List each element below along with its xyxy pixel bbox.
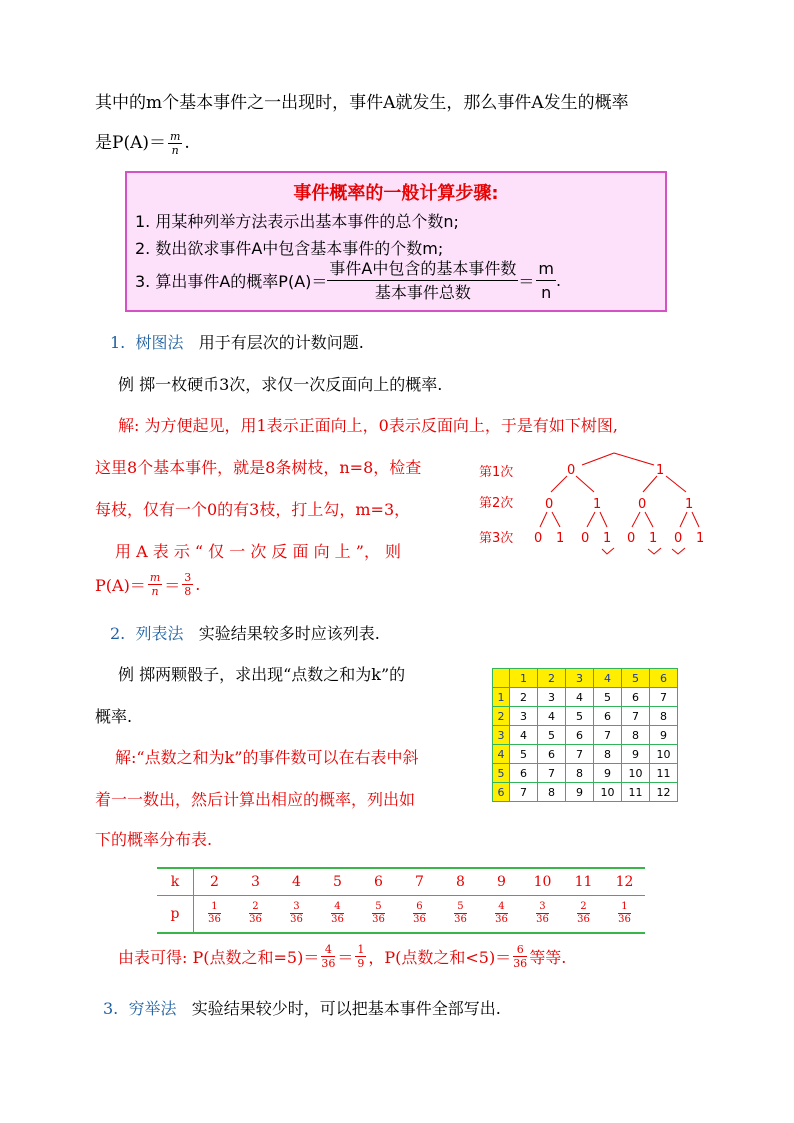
tree-level-label-3: 第3次 (479, 531, 514, 546)
table-row (493, 707, 678, 726)
table-header-cell: 6 (650, 669, 678, 688)
tree-level-label-2: 第2次 (479, 496, 514, 511)
k-cell: 3 (235, 868, 276, 896)
p-cell: $\frac{6}{36}$ (399, 896, 440, 934)
table-row (493, 688, 678, 707)
table-cell: 6 (566, 726, 594, 745)
conclusion-line: 由表可得: P(点数之和=5)＝ $\frac{4}{36}$ ＝ $\frac{1}{9}$ ，P(点数之和<5)＝ $\frac{6}{36}$ 等等. (118, 943, 567, 970)
method-2-solution-3: 下的概率分布表. (95, 830, 213, 849)
step-3: 3. 算出事件A的概率P(A)＝ 事件A中包含的基本事件数 基本事件总数 ＝ $\frac{m}{n}$ . (135, 259, 562, 303)
row-label: 5 (493, 764, 510, 783)
p-cell: $\frac{3}{36}$ (522, 896, 563, 934)
table-cell: 9 (622, 745, 650, 764)
method-2-example-2: 概率. (95, 707, 133, 726)
k-cell: 2 (194, 868, 236, 896)
table-cell: 3 (538, 688, 566, 707)
table-cell: 2 (510, 688, 538, 707)
tree-leaf: 1 (556, 531, 565, 546)
table-cell: 10 (594, 783, 622, 802)
tree-node: 0 (638, 497, 647, 512)
table-cell: 8 (594, 745, 622, 764)
method-1-example: 例 掷一枚硬币3次，求仅一次反面向上的概率. (118, 375, 443, 394)
table-row (493, 745, 678, 764)
table-cell: 10 (650, 745, 678, 764)
row-label: 3 (493, 726, 510, 745)
tree-leaf: 1 (603, 531, 612, 546)
tree-leaf: 0 (674, 531, 683, 546)
table-cell: 7 (566, 745, 594, 764)
row-label: 2 (493, 707, 510, 726)
p-label: p (157, 896, 194, 934)
p-cell: $\frac{2}{36}$ (235, 896, 276, 934)
tree-leaf: 1 (696, 531, 705, 546)
table-cell: 5 (594, 688, 622, 707)
k-row (157, 868, 645, 896)
result-mn-fraction: $\frac{m}{n}$ (149, 571, 161, 598)
method-1-result: P(A)＝ $\frac{m}{n}$ ＝ $\frac{3}{8}$ . (95, 571, 201, 598)
p-cell: $\frac{5}{36}$ (358, 896, 399, 934)
p-cell: $\frac{5}{36}$ (440, 896, 481, 934)
table-cell: 9 (566, 783, 594, 802)
table-cell: 11 (650, 764, 678, 783)
table-header-cell: 4 (594, 669, 622, 688)
table-cell: 9 (594, 764, 622, 783)
k-cell: 4 (276, 868, 317, 896)
table-cell: 8 (622, 726, 650, 745)
table-cell: 11 (622, 783, 650, 802)
tree-leaf: 0 (627, 531, 636, 546)
table-cell: 5 (566, 707, 594, 726)
tree-leaf: 0 (581, 531, 590, 546)
method-1-solution-4: 用 A 表 示 “ 仅 一 次 反 面 向 上 ”， 则 (115, 542, 402, 561)
tree-node: 1 (593, 497, 602, 512)
method-2-example-1: 例 掷两颗骰子，求出现“点数之和为k”的 (118, 665, 406, 684)
coin-tree-diagram (474, 452, 706, 564)
tree-node: 0 (545, 497, 554, 512)
table-cell: 5 (538, 726, 566, 745)
k-cell: 12 (604, 868, 645, 896)
p-row (157, 896, 645, 934)
p-cell: $\frac{2}{36}$ (563, 896, 604, 934)
step-3-fraction: 事件A中包含的基本事件数 基本事件总数 (329, 259, 517, 303)
fraction-4-36: $\frac{4}{36}$ (321, 943, 336, 970)
table-cell: 8 (538, 783, 566, 802)
table-cell: 4 (510, 726, 538, 745)
p-cell: $\frac{4}{36}$ (481, 896, 522, 934)
p-cell: $\frac{1}{36}$ (604, 896, 645, 934)
table-row (493, 726, 678, 745)
method-2-solution-2: 着一一数出，然后计算出相应的概率，列出如 (95, 790, 416, 809)
tree-leaf: 1 (649, 531, 658, 546)
k-cell: 9 (481, 868, 522, 896)
tree-node: 1 (656, 463, 665, 478)
k-cell: 5 (317, 868, 358, 896)
table-cell: 9 (650, 726, 678, 745)
table-cell: 6 (538, 745, 566, 764)
tree-leaf: 0 (534, 531, 543, 546)
method-2-solution-1: 解:“点数之和为k”的事件数可以在右表中斜 (115, 748, 419, 767)
table-cell: 6 (510, 764, 538, 783)
steps-title: 事件概率的一般计算步骤: (293, 183, 499, 204)
k-cell: 11 (563, 868, 604, 896)
p-cell: $\frac{3}{36}$ (276, 896, 317, 934)
table-row (493, 764, 678, 783)
table-cell: 7 (538, 764, 566, 783)
table-cell: 6 (622, 688, 650, 707)
table-header-cell: 3 (566, 669, 594, 688)
table-cell: 7 (650, 688, 678, 707)
row-label: 4 (493, 745, 510, 764)
row-label: 1 (493, 688, 510, 707)
k-label: k (157, 868, 194, 896)
probability-distribution-table (157, 867, 645, 934)
step-1: 1. 用某种列举方法表示出基本事件的总个数n; (135, 212, 459, 231)
table-header-cell: 2 (538, 669, 566, 688)
table-cell: 7 (594, 726, 622, 745)
method-1-solution-2: 这里8个基本事件，就是8条树枝，n=8，检查 (95, 458, 422, 477)
dice-sum-table (492, 668, 678, 802)
steps-box (125, 171, 667, 312)
fraction-1-9: $\frac{1}{9}$ (357, 943, 365, 970)
intro-line-1: 其中的m个基本事件之一出现时，事件A就发生，那么事件A发生的概率 (95, 93, 629, 113)
intro-line-2: 是P(A)＝ $\frac{m}{n}$ . (95, 130, 190, 157)
table-cell: 10 (622, 764, 650, 783)
table-cell: 3 (510, 707, 538, 726)
intro-formula-prefix: 是P(A)＝ (95, 133, 166, 153)
step-2: 2. 数出欲求事件A中包含基本事件的个数m; (135, 239, 444, 258)
method-3-heading: 3. 穷举法 实验结果较少时，可以把基本事件全部写出. (103, 999, 501, 1018)
table-cell: 12 (650, 783, 678, 802)
k-cell: 8 (440, 868, 481, 896)
p-cell: $\frac{1}{36}$ (194, 896, 236, 934)
table-header-row (493, 669, 678, 688)
tree-node: 0 (567, 463, 576, 478)
tree-level-label-1: 第1次 (479, 465, 514, 480)
method-1-solution-3: 每枝，仅有一个0的有3枝，打上勾，m=3， (95, 500, 411, 519)
table-cell: 7 (510, 783, 538, 802)
method-2-heading: 2. 列表法 实验结果较多时应该列表. (110, 624, 380, 643)
table-cell: 6 (594, 707, 622, 726)
table-cell: 7 (622, 707, 650, 726)
table-header-cell: 1 (510, 669, 538, 688)
k-cell: 10 (522, 868, 563, 896)
intro-fraction: $\frac{m}{n}$ (169, 130, 181, 157)
fraction-6-36: $\frac{6}{36}$ (513, 943, 528, 970)
table-header-cell: 5 (622, 669, 650, 688)
table-corner-cell (493, 669, 510, 688)
k-cell: 7 (399, 868, 440, 896)
result-value-fraction: $\frac{3}{8}$ (184, 571, 192, 598)
row-label: 6 (493, 783, 510, 802)
tree-node: 1 (685, 497, 694, 512)
p-cell: $\frac{4}{36}$ (317, 896, 358, 934)
method-1-heading: 1. 树图法 用于有层次的计数问题. (110, 333, 364, 352)
method-1-solution-1: 解: 为方便起见，用1表示正面向上，0表示反面向上，于是有如下树图, (118, 416, 618, 435)
k-cell: 6 (358, 868, 399, 896)
table-row (493, 783, 678, 802)
table-cell: 4 (566, 688, 594, 707)
table-cell: 5 (510, 745, 538, 764)
table-cell: 8 (650, 707, 678, 726)
table-cell: 4 (538, 707, 566, 726)
step-3-mn-fraction: $\frac{m}{n}$ (538, 259, 554, 303)
table-cell: 8 (566, 764, 594, 783)
